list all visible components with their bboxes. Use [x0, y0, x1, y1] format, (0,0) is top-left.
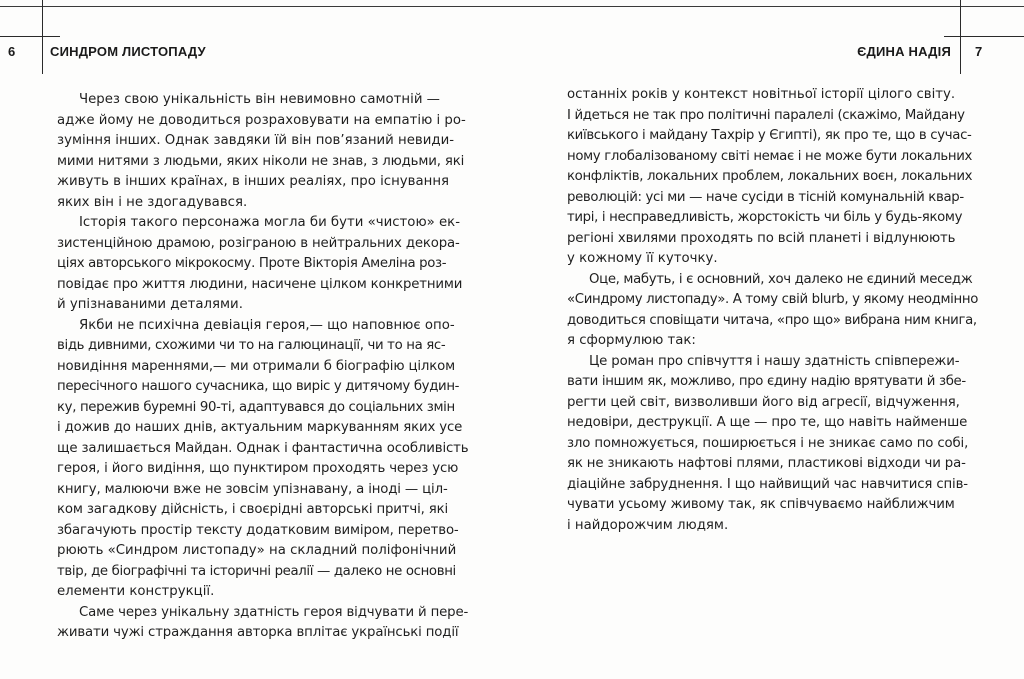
text-line: повідає про життя людини, насичене цілком конкретними: [57, 276, 463, 292]
text-line: елементи конструкції.: [57, 584, 215, 599]
text-line: мими нитями з людьми, яких ніколи не знав, з людьми, які: [57, 153, 465, 169]
text-line: зистенційною драмою, розіграною в нейтральних декора-: [57, 235, 460, 251]
right-page-body: [567, 85, 978, 536]
text-line: і найдорожчим людям.: [567, 517, 729, 533]
text-line: недовіри, деструкції. А ще — про те, що навіть найменше: [567, 415, 968, 430]
text-line: я сформулюю так:: [567, 333, 696, 348]
left-crop-mark-horizontal: [0, 36, 60, 37]
text-line: «Синдрому листопаду». А тому свій blurb, у якому неодмінно: [567, 292, 978, 307]
text-line: пересічного нашого сучасника, що виріс у дитячому будин-: [57, 379, 460, 394]
text-line: останніх років у контекст новітньої історії цілого світу.: [567, 87, 956, 102]
text-line: твір, де біографічні та історичні реалії — далеко не основні: [57, 563, 456, 579]
text-line: зуміння інших. Однак завдяки їй він пов’язаний невиди-: [57, 133, 455, 148]
right-crop-mark-horizontal: [944, 36, 1024, 37]
text-line: доводиться сповіщати читача, «про що» вибрана ним книга,: [567, 312, 977, 328]
text-line: регіоні хвилями проходять по всій планеті і відлунюють: [567, 230, 956, 246]
left-running-title: СИНДРОМ ЛИСТОПАДУ: [50, 44, 206, 59]
text-line: й упізнаваними деталями.: [57, 297, 243, 312]
text-line: конфліктів, локальних проблем, локальних воєн, локальних: [567, 169, 973, 184]
text-line: київського і майдану Тахрір у Єгипті), як про те, що в сучас-: [567, 128, 972, 143]
left-crop-mark-vertical: [42, 0, 43, 74]
text-line: Саме через унікальну здатність героя відчувати й пере-: [79, 604, 469, 620]
text-line: книгу, малюючи вже не зовсім упізнавану, а іноді — ціл-: [57, 481, 448, 497]
text-line: рюють «Синдром листопаду» на складний поліфонічний: [57, 543, 457, 558]
text-line: тирі, і несправедливість, жорстокість чи біль у будь-якому: [567, 210, 963, 225]
text-line: Історія такого персонажа могла би бути «чистою» ек-: [79, 215, 461, 230]
text-line: регти цей світ, визволивши його від агресії, відчуження,: [567, 394, 960, 410]
text-line: збагачують простір тексту додатковим виміром, перетво-: [57, 522, 459, 538]
text-line: живуть в інших країнах, в інших реаліях, про існування: [57, 174, 450, 189]
text-line: як не зникають нафтові плями, пластикові відходи чи ра-: [567, 456, 966, 471]
text-line: відь дивними, схожими чи то на галюцинації, чи то на яс-: [57, 338, 446, 353]
text-line: Якби не психічна девіація героя,— що наповнює опо-: [79, 317, 455, 333]
right-crop-mark-vertical: [960, 0, 961, 74]
text-line: героя, і його видіння, що пунктиром проходять через усю: [57, 461, 459, 476]
text-line: Через свою унікальність він невимовно самотній —: [79, 92, 440, 107]
text-line: ному глобалізованому світі немає і не може бути локальних: [567, 148, 973, 164]
right-running-title: ЄДИНА НАДІЯ: [857, 44, 951, 59]
text-line: чувати усьому живому так, як співчуваємо найближчим: [567, 497, 955, 512]
text-line: у кожному її куточку.: [567, 251, 718, 266]
text-line: Оце, мабуть, і є основний, хоч далеко не єдиний меседж: [589, 271, 973, 287]
text-line: революцій: усі ми — наче сусіди в тісній комунальній квар-: [567, 189, 964, 205]
text-line: ку, пережив буремні 90-ті, адаптувався до соціальних змін: [57, 399, 455, 415]
text-line: яких він і не здогадувався.: [57, 194, 248, 210]
top-edge-rule: [0, 6, 1024, 7]
text-line: новидіння мареннями,— ми отримали б біографію цілком: [57, 358, 455, 374]
left-page-number: 6: [8, 44, 16, 59]
text-line: живати чужі страждання авторка вплітає українські події: [57, 625, 459, 640]
text-line: І йдеться не так про політичні паралелі (скажімо, Майдану: [567, 107, 965, 123]
text-line: адже йому не доводиться розраховувати на емпатію і ро-: [57, 112, 466, 128]
text-line: ціях авторського мікрокосму. Проте Вікторія Амеліна роз-: [57, 256, 447, 271]
text-line: діаційне забруднення. І що найвищий час навчитися спів-: [567, 476, 968, 492]
left-page-body: [57, 90, 469, 644]
text-line: ще залишається Майдан. Однак і фантастична особливість: [57, 440, 469, 456]
right-page-number: 7: [975, 44, 983, 59]
text-line: зло помножується, поширюється і не зникає само по собі,: [567, 435, 969, 451]
text-line: ком загадкову дійсність, і своєрідні авторські притчі, які: [57, 502, 449, 517]
text-line: Це роман про співчуття і нашу здатність співпережи-: [589, 353, 960, 369]
text-line: вати іншим як, можливо, про єдину надію врятувати й збе-: [567, 374, 966, 389]
text-line: і дожив до наших днів, актуальним маркуванням яких усе: [57, 420, 463, 435]
